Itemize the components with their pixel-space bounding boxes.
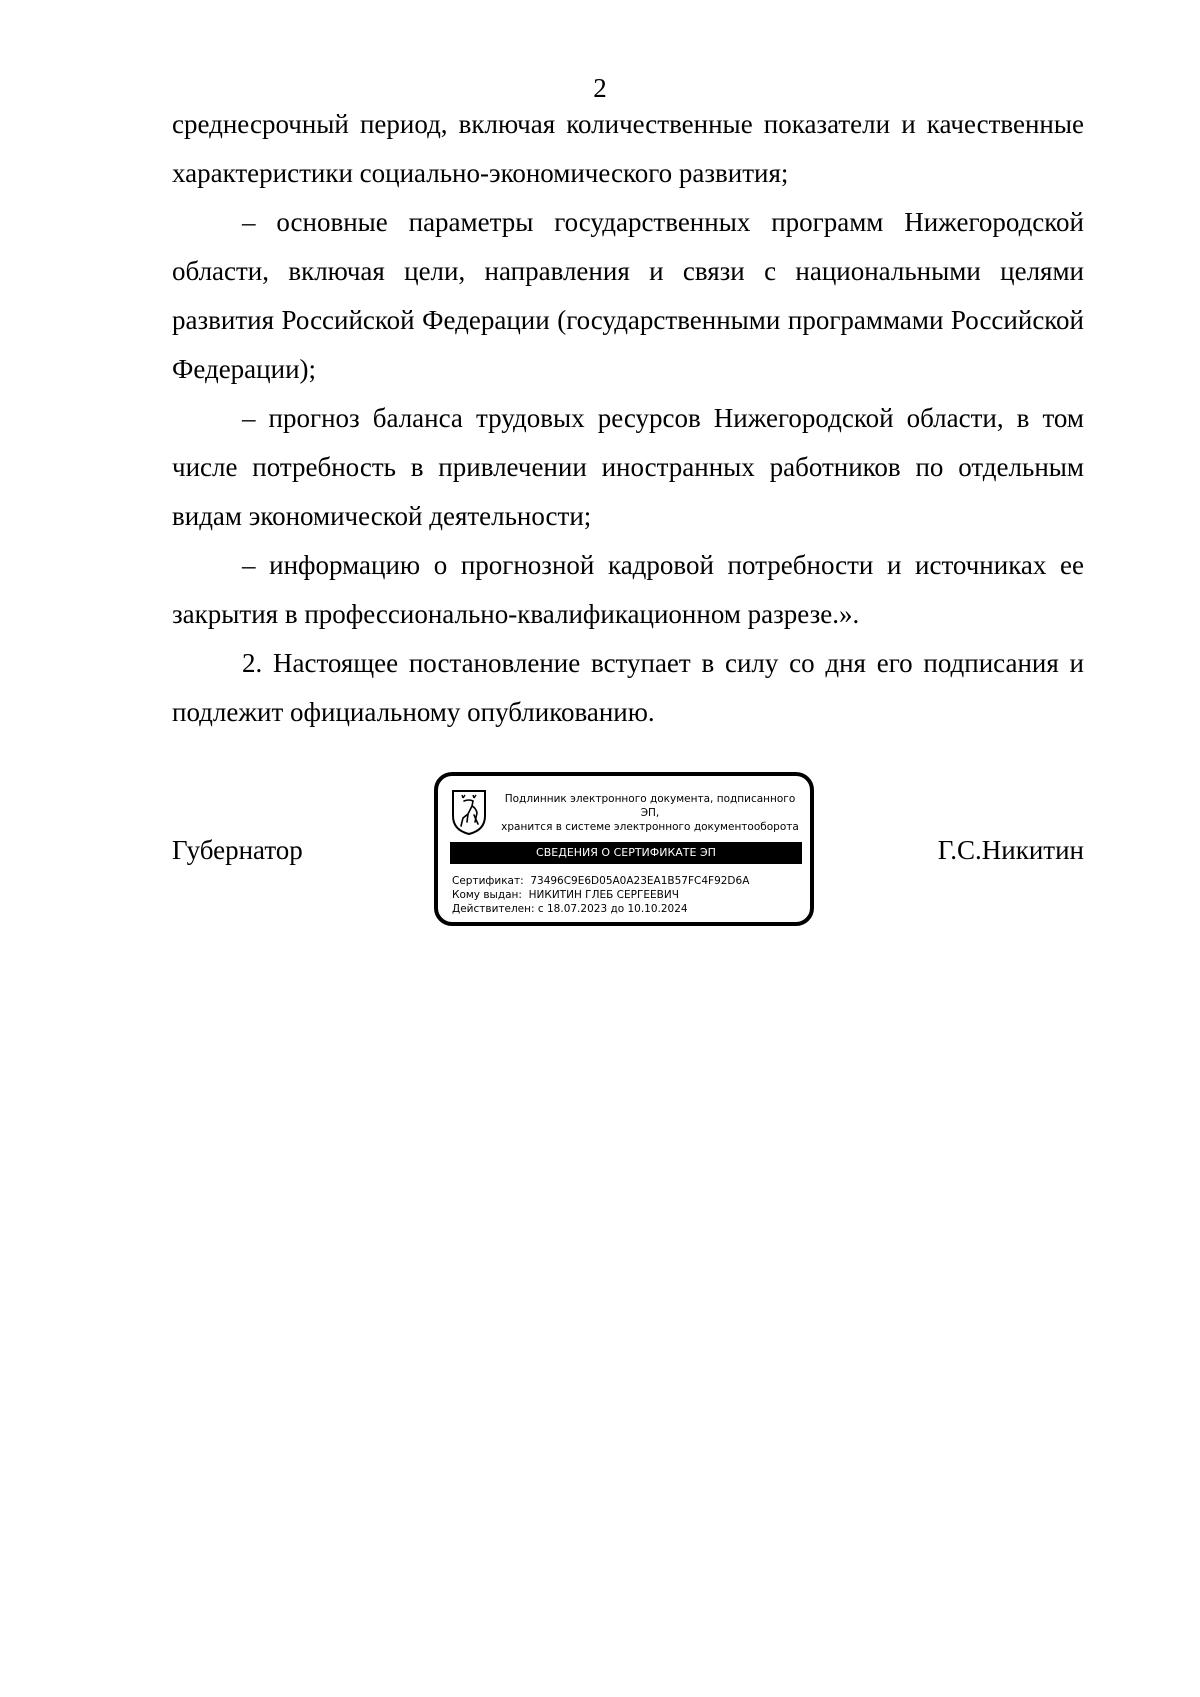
coat-of-arms-icon bbox=[450, 788, 488, 836]
signatory-name: Г.С.Никитин bbox=[937, 835, 1084, 865]
certificate-value: 73496C9E6D05A0A23EA1B57FC4F92D6A bbox=[530, 875, 750, 887]
stamp-certificate-details bbox=[452, 874, 804, 916]
stamp-header bbox=[494, 792, 806, 834]
issued-to-label: Кому выдан: bbox=[452, 889, 522, 901]
signatory-position: Губернатор bbox=[172, 835, 303, 865]
validity-value: с 18.07.2023 до 10.10.2024 bbox=[537, 903, 688, 915]
stamp-certificate-title: СВЕДЕНИЯ О СЕРТИФИКАТЕ ЭП bbox=[450, 842, 802, 864]
certificate-row bbox=[452, 874, 804, 888]
document-body bbox=[172, 100, 1084, 737]
validity-label: Действителен: bbox=[452, 903, 535, 915]
list-item-labor-balance: – прогноз баланса трудовых ресурсов Нижегородской области, в том числе потребность в привлечении иностранных работников по отдельным видам экономической деятельности; bbox=[172, 403, 1084, 531]
validity-row bbox=[452, 902, 804, 916]
certificate-label: Сертификат: bbox=[452, 875, 524, 887]
stamp-header-line: Подлинник электронного документа, подписанного ЭП, bbox=[504, 793, 796, 819]
issued-to-value: НИКИТИН ГЛЕБ СЕРГЕЕВИЧ bbox=[528, 889, 679, 901]
stamp-header-line: хранится в системе электронного документооборота bbox=[501, 821, 799, 833]
list-item-staffing-needs: – информацию о прогнозной кадровой потребности и источниках ее закрытия в профессионально-квалификационном разрезе.». bbox=[172, 550, 1084, 629]
electronic-signature-stamp bbox=[434, 772, 814, 926]
issued-to-row bbox=[452, 888, 804, 902]
signature-block bbox=[172, 772, 1084, 932]
paragraph-continuation: среднесрочный период, включая количественные показатели и качественные характеристики социально-экономического развития; bbox=[172, 109, 1084, 188]
page-number: 2 bbox=[593, 73, 607, 103]
paragraph-effective-date: 2. Настоящее постановление вступает в силу со дня его подписания и подлежит официальному опубликованию. bbox=[172, 648, 1084, 727]
list-item-program-parameters: – основные параметры государственных программ Нижегородской области, включая цели, направления и связи с национальными целями развития Российской Федерации (государственными программами Российской Федерации); bbox=[172, 207, 1084, 384]
